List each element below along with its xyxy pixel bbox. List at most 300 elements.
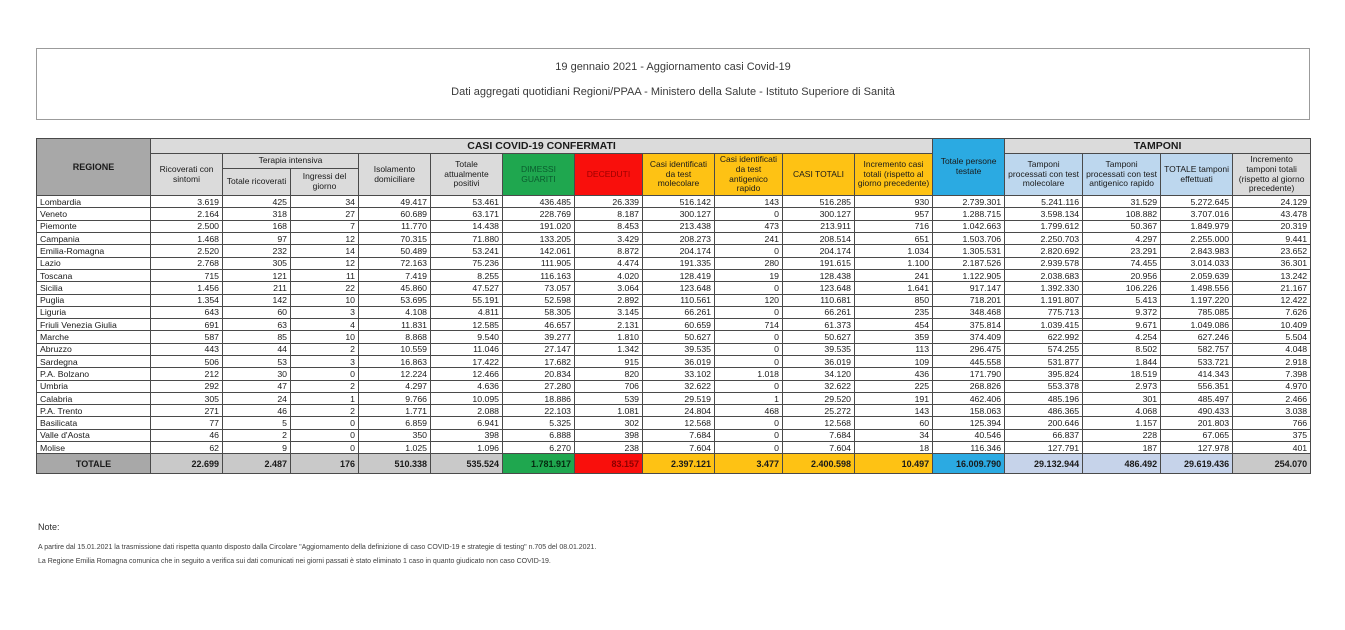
data-cell: 0 [715,208,783,220]
data-cell: 67.065 [1161,429,1233,441]
data-cell: 398 [431,429,503,441]
data-cell: 302 [575,417,643,429]
data-cell: 72.163 [359,257,431,269]
data-cell: 21.167 [1233,282,1311,294]
data-cell: 1.191.807 [1005,294,1083,306]
data-cell: 39.535 [643,343,715,355]
data-cell: 228 [1083,429,1161,441]
data-cell: 271 [151,405,223,417]
data-cell: 7.604 [783,442,855,454]
data-cell: 85 [223,331,291,343]
data-cell: 850 [855,294,933,306]
data-cell: 62 [151,442,223,454]
data-cell: 1.197.220 [1161,294,1233,306]
data-cell: 8.453 [575,220,643,232]
data-cell: 468 [715,405,783,417]
region-name: Sicilia [37,282,151,294]
data-cell: 26.339 [575,196,643,208]
data-cell: 25.272 [783,405,855,417]
data-cell: 143 [855,405,933,417]
data-cell: 20.834 [503,368,575,380]
notes-section [38,522,1308,572]
data-cell: 213.438 [643,220,715,232]
data-cell: 443 [151,343,223,355]
data-cell: 75.236 [431,257,503,269]
region-name: Toscana [37,269,151,281]
data-cell: 1.096 [431,442,503,454]
data-cell: 8.502 [1083,343,1161,355]
data-cell: 4.020 [575,269,643,281]
data-cell: 6.941 [431,417,503,429]
data-cell: 211 [223,282,291,294]
covid-data-table [36,138,1311,474]
data-cell: 1.042.663 [933,220,1005,232]
report-subtitle: Dati aggregati quotidiani Regioni/PPAA - Ministero della Salute - Istituto Superiore di Sanità [451,86,895,98]
data-cell: 1.039.415 [1005,319,1083,331]
data-cell: 2.500 [151,220,223,232]
data-cell: 7.419 [359,269,431,281]
data-cell: 300.127 [783,208,855,220]
data-cell: 2.739.301 [933,196,1005,208]
region-name: Abruzzo [37,343,151,355]
region-name: Lombardia [37,196,151,208]
data-cell: 0 [715,282,783,294]
data-cell: 143 [715,196,783,208]
data-cell: 66.261 [643,306,715,318]
data-cell: 10 [291,331,359,343]
data-cell: 2.892 [575,294,643,306]
data-cell: 7.604 [643,442,715,454]
header-deceduti: DECEDUTI [575,154,643,196]
data-cell: 53.695 [359,294,431,306]
table-row [37,220,1311,232]
data-cell: 16.863 [359,355,431,367]
region-name: Umbria [37,380,151,392]
table-row [37,282,1311,294]
data-cell: 9.671 [1083,319,1161,331]
data-cell: 106.226 [1083,282,1161,294]
data-cell: 36.019 [643,355,715,367]
total-cell: 83.157 [575,454,643,474]
data-cell: 12.422 [1233,294,1311,306]
data-cell: 2.255.000 [1161,233,1233,245]
data-cell: 53.461 [431,196,503,208]
data-cell: 12.585 [431,319,503,331]
table-row [37,343,1311,355]
region-name: Campania [37,233,151,245]
report-header-box [36,48,1310,120]
data-cell: 4.297 [359,380,431,392]
region-name: Emilia-Romagna [37,245,151,257]
data-cell: 12.466 [431,368,503,380]
data-cell: 121 [223,269,291,281]
data-cell: 60 [223,306,291,318]
table-row [37,355,1311,367]
data-cell: 2.939.578 [1005,257,1083,269]
table-row [37,233,1311,245]
data-cell: 1.456 [151,282,223,294]
data-cell: 7 [291,220,359,232]
data-cell: 516.142 [643,196,715,208]
data-cell: 6.888 [503,429,575,441]
data-cell: 1.392.330 [1005,282,1083,294]
table-row [37,245,1311,257]
data-cell: 212 [151,368,223,380]
data-cell: 398 [575,429,643,441]
table-row [37,257,1311,269]
data-cell: 1 [715,392,783,404]
data-cell: 40.546 [933,429,1005,441]
data-cell: 5.272.645 [1161,196,1233,208]
data-cell: 46 [151,429,223,441]
data-cell: 19 [715,269,783,281]
data-cell: 9.540 [431,331,503,343]
header-terapia-intensiva: Terapia intensiva [223,154,359,169]
data-cell: 241 [855,269,933,281]
data-cell: 201.803 [1161,417,1233,429]
data-cell: 1.849.979 [1161,220,1233,232]
data-cell: 3.038 [1233,405,1311,417]
region-name: Sardegna [37,355,151,367]
total-row [37,454,1311,474]
data-cell: 2.164 [151,208,223,220]
header-incremento-casi: Incremento casi totali (rispetto al giorno precedente) [855,154,933,196]
data-cell: 516.285 [783,196,855,208]
data-cell: 44 [223,343,291,355]
data-cell: 53.241 [431,245,503,257]
data-cell: 70.315 [359,233,431,245]
data-cell: 350 [359,429,431,441]
data-cell: 2.250.703 [1005,233,1083,245]
data-cell: 268.826 [933,380,1005,392]
region-name: Lazio [37,257,151,269]
data-cell: 318 [223,208,291,220]
data-cell: 2 [223,429,291,441]
data-cell: 8.872 [575,245,643,257]
data-cell: 11.046 [431,343,503,355]
data-cell: 133.205 [503,233,575,245]
data-cell: 0 [715,442,783,454]
data-cell: 957 [855,208,933,220]
data-cell: 766 [1233,417,1311,429]
data-cell: 280 [715,257,783,269]
data-cell: 97 [223,233,291,245]
data-cell: 4.297 [1083,233,1161,245]
table-row [37,429,1311,441]
total-label: TOTALE [37,454,151,474]
region-name: P.A. Bolzano [37,368,151,380]
data-cell: 20.319 [1233,220,1311,232]
data-cell: 34 [855,429,933,441]
data-cell: 1.100 [855,257,933,269]
data-cell: 0 [291,417,359,429]
header-ingressi-del-giorno: Ingressi del giorno [291,169,359,196]
data-cell: 235 [855,306,933,318]
data-cell: 5 [223,417,291,429]
data-cell: 0 [715,245,783,257]
header-casi-totali: CASI TOTALI [783,154,855,196]
data-cell: 7.684 [643,429,715,441]
data-cell: 30 [223,368,291,380]
data-cell: 651 [855,233,933,245]
data-cell: 0 [715,355,783,367]
table-row [37,392,1311,404]
data-cell: 375.814 [933,319,1005,331]
data-cell: 60 [855,417,933,429]
data-cell: 374.409 [933,331,1005,343]
data-cell: 27.147 [503,343,575,355]
data-cell: 191.335 [643,257,715,269]
data-cell: 1.049.086 [1161,319,1233,331]
data-cell: 1.468 [151,233,223,245]
data-cell: 208.514 [783,233,855,245]
data-cell: 553.378 [1005,380,1083,392]
data-cell: 1 [291,392,359,404]
table-body [37,196,1311,474]
data-cell: 10.559 [359,343,431,355]
data-cell: 11.831 [359,319,431,331]
note-line-1: A partire dal 15.01.2021 la trasmissione dati rispetta quanto disposto dalla Circolare "Aggiornamento della definizione di caso COVID-19 e strategie di testing" n.705 del 08.01.2021. [38,544,597,551]
data-cell: 71.880 [431,233,503,245]
data-cell: 716 [855,220,933,232]
data-cell: 587 [151,331,223,343]
data-cell: 23.652 [1233,245,1311,257]
data-cell: 0 [715,343,783,355]
data-cell: 66.837 [1005,429,1083,441]
data-cell: 191.020 [503,220,575,232]
data-cell: 9.766 [359,392,431,404]
data-cell: 3 [291,306,359,318]
data-cell: 27 [291,208,359,220]
data-cell: 52.598 [503,294,575,306]
header-dimessi-guariti: DIMESSI GUARITI [503,154,575,196]
data-cell: 22 [291,282,359,294]
data-cell: 238 [575,442,643,454]
data-cell: 0 [291,429,359,441]
data-cell: 24.804 [643,405,715,417]
data-cell: 36.301 [1233,257,1311,269]
table-row [37,405,1311,417]
table-row [37,331,1311,343]
data-cell: 2 [291,380,359,392]
data-cell: 6.859 [359,417,431,429]
data-cell: 375 [1233,429,1311,441]
table-row [37,368,1311,380]
data-cell: 4.636 [431,380,503,392]
data-cell: 241 [715,233,783,245]
data-cell: 4.970 [1233,380,1311,392]
data-cell: 123.648 [643,282,715,294]
data-cell: 305 [151,392,223,404]
data-cell: 714 [715,319,783,331]
data-cell: 45.860 [359,282,431,294]
data-cell: 63 [223,319,291,331]
data-cell: 74.455 [1083,257,1161,269]
data-cell: 23.291 [1083,245,1161,257]
data-cell: 108.882 [1083,208,1161,220]
header-ricoverati-con-sintomi: Ricoverati con sintomi [151,154,223,196]
data-cell: 2.520 [151,245,223,257]
data-cell: 77 [151,417,223,429]
data-cell: 1.288.715 [933,208,1005,220]
data-cell: 187 [1083,442,1161,454]
data-cell: 47 [223,380,291,392]
data-cell: 0 [715,380,783,392]
data-cell: 11.770 [359,220,431,232]
data-cell: 5.504 [1233,331,1311,343]
data-cell: 27.280 [503,380,575,392]
header-totale-attualmente-positivi: Totale attualmente positivi [431,154,503,196]
data-cell: 14 [291,245,359,257]
data-cell: 348.468 [933,306,1005,318]
data-cell: 168 [223,220,291,232]
data-cell: 414.343 [1161,368,1233,380]
data-cell: 120 [715,294,783,306]
data-cell: 425 [223,196,291,208]
data-cell: 1.025 [359,442,431,454]
table-row [37,196,1311,208]
data-cell: 4.108 [359,306,431,318]
total-cell: 2.487 [223,454,291,474]
data-cell: 643 [151,306,223,318]
data-cell: 43.478 [1233,208,1311,220]
data-cell: 20.956 [1083,269,1161,281]
data-cell: 3.619 [151,196,223,208]
data-cell: 204.174 [643,245,715,257]
data-cell: 7.398 [1233,368,1311,380]
data-cell: 61.373 [783,319,855,331]
data-cell: 127.791 [1005,442,1083,454]
data-cell: 17.422 [431,355,503,367]
table-row [37,319,1311,331]
data-cell: 691 [151,319,223,331]
data-cell: 506 [151,355,223,367]
table-row [37,380,1311,392]
table-header [37,139,1311,196]
data-cell: 60.689 [359,208,431,220]
data-cell: 110.561 [643,294,715,306]
data-cell: 775.713 [1005,306,1083,318]
data-cell: 2.059.639 [1161,269,1233,281]
data-cell: 225 [855,380,933,392]
data-cell: 582.757 [1161,343,1233,355]
data-cell: 2 [291,405,359,417]
region-name: Molise [37,442,151,454]
data-cell: 46 [223,405,291,417]
data-cell: 718.201 [933,294,1005,306]
data-cell: 63.171 [431,208,503,220]
data-cell: 485.196 [1005,392,1083,404]
data-cell: 0 [715,429,783,441]
data-cell: 7.626 [1233,306,1311,318]
data-cell: 10 [291,294,359,306]
data-cell: 125.394 [933,417,1005,429]
data-cell: 485.497 [1161,392,1233,404]
total-cell: 29.132.944 [1005,454,1083,474]
data-cell: 486.365 [1005,405,1083,417]
data-cell: 706 [575,380,643,392]
data-cell: 18 [855,442,933,454]
region-name: P.A. Trento [37,405,151,417]
data-cell: 111.905 [503,257,575,269]
data-cell: 0 [715,331,783,343]
data-cell: 300.127 [643,208,715,220]
data-cell: 50.489 [359,245,431,257]
data-cell: 127.978 [1161,442,1233,454]
data-cell: 200.646 [1005,417,1083,429]
table-row [37,417,1311,429]
header-casi-test-antigenico: Casi identificati da test antigenico rapido [715,154,783,196]
data-cell: 1.122.905 [933,269,1005,281]
data-cell: 930 [855,196,933,208]
data-cell: 66.261 [783,306,855,318]
table-row [37,208,1311,220]
data-cell: 4.254 [1083,331,1161,343]
data-cell: 8.255 [431,269,503,281]
data-cell: 490.433 [1161,405,1233,417]
data-cell: 3.064 [575,282,643,294]
header-incremento-tamponi: Incremento tamponi totali (rispetto al giorno precedente) [1233,154,1311,196]
data-cell: 128.438 [783,269,855,281]
header-casi-test-molecolare: Casi identificati da test molecolare [643,154,715,196]
data-cell: 305 [223,257,291,269]
data-cell: 110.681 [783,294,855,306]
report-title: 19 gennaio 2021 - Aggiornamento casi Covid-19 [555,61,791,73]
data-cell: 49.417 [359,196,431,208]
data-cell: 2.768 [151,257,223,269]
data-cell: 1.034 [855,245,933,257]
data-cell: 158.063 [933,405,1005,417]
total-cell: 254.070 [1233,454,1311,474]
data-cell: 533.721 [1161,355,1233,367]
data-cell: 228.769 [503,208,575,220]
data-cell: 142.061 [503,245,575,257]
data-cell: 1.498.556 [1161,282,1233,294]
data-cell: 12 [291,233,359,245]
data-cell: 395.824 [1005,368,1083,380]
data-cell: 3.145 [575,306,643,318]
header-group-tamponi: TAMPONI [1005,139,1311,154]
data-cell: 29.519 [643,392,715,404]
region-name: Basilicata [37,417,151,429]
data-cell: 3.707.016 [1161,208,1233,220]
data-cell: 171.790 [933,368,1005,380]
data-cell: 39.277 [503,331,575,343]
region-name: Piemonte [37,220,151,232]
data-cell: 10.409 [1233,319,1311,331]
total-cell: 2.400.598 [783,454,855,474]
data-cell: 73.057 [503,282,575,294]
data-cell: 34 [291,196,359,208]
data-cell: 204.174 [783,245,855,257]
data-cell: 7.684 [783,429,855,441]
data-cell: 191 [855,392,933,404]
data-cell: 2.131 [575,319,643,331]
header-tamponi-molecolare: Tamponi processati con test molecolare [1005,154,1083,196]
data-cell: 58.305 [503,306,575,318]
data-cell: 113 [855,343,933,355]
data-cell: 1.018 [715,368,783,380]
data-cell: 53 [223,355,291,367]
data-cell: 1.844 [1083,355,1161,367]
data-cell: 12.224 [359,368,431,380]
data-cell: 8.868 [359,331,431,343]
region-name: Friuli Venezia Giulia [37,319,151,331]
data-cell: 0 [291,368,359,380]
data-cell: 5.325 [503,417,575,429]
data-cell: 574.255 [1005,343,1083,355]
data-cell: 785.085 [1161,306,1233,318]
